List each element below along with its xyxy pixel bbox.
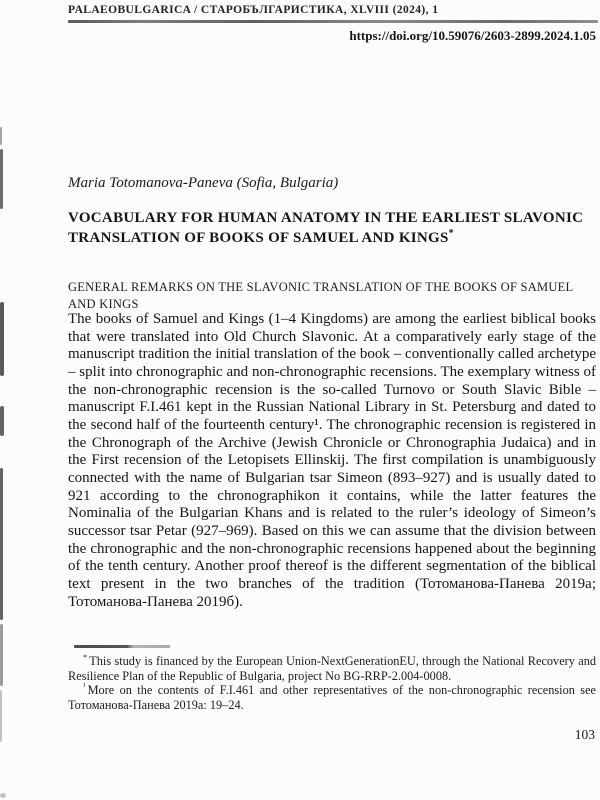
title-footnote-marker: * <box>448 228 454 239</box>
scan-artifact <box>0 149 3 209</box>
article-title-text: VOCABULARY FOR HUMAN ANATOMY IN THE EARLIEST SLAVONIC TRANSLATION OF BOOKS OF SAMUEL AND KINGS <box>68 210 584 246</box>
scan-artifact <box>0 624 3 686</box>
footnote-separator-rule <box>74 645 170 648</box>
page-number: 103 <box>574 727 595 742</box>
footnote-star <box>68 651 596 683</box>
footnote-1-marker: ¹ <box>83 681 86 692</box>
footnote-star-marker: * <box>83 651 88 662</box>
footnote-1 <box>68 683 596 712</box>
body-paragraph: The books of Samuel and Kings (1–4 Kingdoms) are among the earliest biblical books that were translated into Old Church Slavonic. At a comparatively early stage of the manuscript tradition the initial translation of the book – conventionally called archetype – split into chronographic and non-chronographic recensions. The exemplary witness of the non-chronographic recension is the so-called Turnovo or South Slavic Bible – manuscript F.I.461 kept in the Russian National Library in St. Petersburg and dated to the second half of the fourteenth century¹. The chronographic recension is registered in the Chronograph of the Archive (Jewish Chronicle or Chronographia Judaica) and in the First recension of the Letopisets Ellinskij. The first compilation is unambiguously connected with the name of Bulgarian tsar Simeon (893–927) and is usually dated to 921 according to the chronographikon it contains, while the latter features the Nominalia of the Bulgarian Khans and is related to the ruler’s ideology of Simeon’s successor tsar Petar (927–969). Based on this we can assume that the division between the chronographic and the non-chronographic recensions happened about the beginning of the tenth century. Another proof thereof is the different segmentation of the biblical text present in the two branches of the tradition (Тотоманова-Панева 2019а; Тотоманова-Панева 2019б). <box>68 311 596 610</box>
journal-running-head: PALAEOBULGARICA / СТАРОБЪЛГАРИСТИКА, XLVIII (2024), 1 <box>68 4 439 16</box>
doi-text: https://doi.org/10.59076/2603-2899.2024.1.05 <box>349 28 596 43</box>
scan-artifact <box>0 406 4 436</box>
scan-artifact <box>0 793 6 798</box>
footnote-star-text: This study is financed by the European Union-NextGenerationEU, through the National Recovery and Resilience Plan of the Republic of Bulgaria, project No BG-RRP-2.004-0008. <box>68 654 596 683</box>
scan-artifact <box>0 127 2 145</box>
footnotes-block <box>68 651 596 712</box>
header-rule <box>68 20 598 23</box>
section-heading: GENERAL REMARKS ON THE SLAVONIC TRANSLATION OF THE BOOKS OF SAMUEL AND KINGS <box>68 280 573 311</box>
scan-artifact <box>0 468 3 620</box>
scan-artifact <box>0 302 4 376</box>
article-title <box>68 208 594 248</box>
scan-artifact <box>0 690 2 742</box>
author-line: Maria Totomanova-Paneva (Sofia, Bulgaria) <box>68 175 339 191</box>
footnote-1-text: More on the contents of F.I.461 and other representatives of the non-chronographic recension see Тотоманова-Панева 2019а: 19–24. <box>68 683 596 712</box>
